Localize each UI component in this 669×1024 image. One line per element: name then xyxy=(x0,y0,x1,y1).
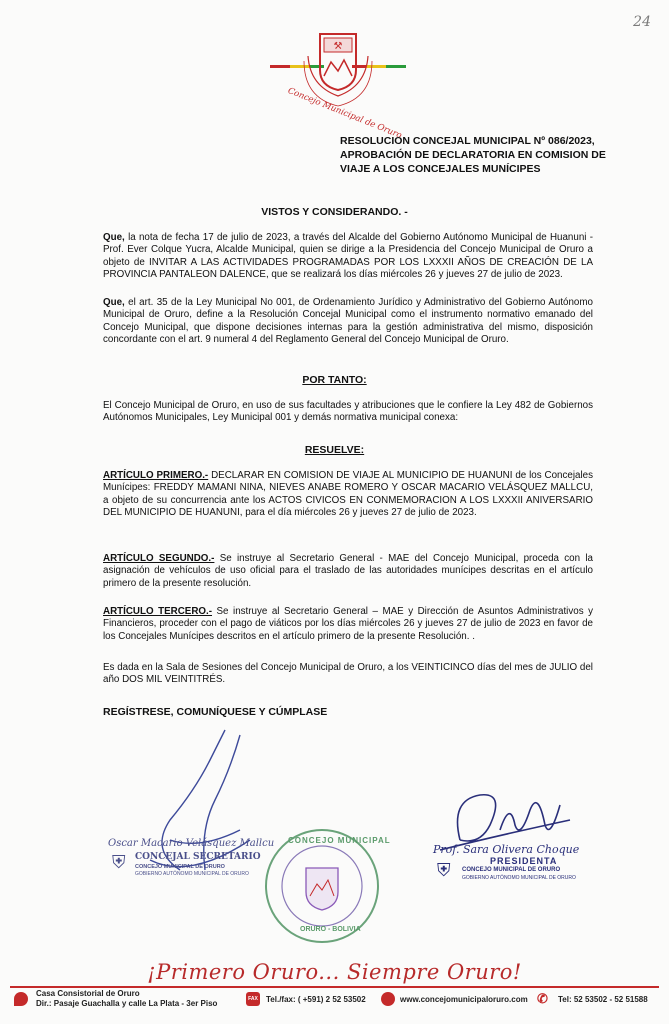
article-segundo xyxy=(103,553,593,590)
slogan: ¡Primero Oruro... Siempre Oruro! xyxy=(147,960,522,984)
signer-left-org: CONCEJO MUNICIPAL DE ORURO xyxy=(135,864,225,870)
footer-website[interactable]: www.concejomunicipaloruro.com xyxy=(400,995,528,1004)
signer-right-org2: GOBIERNO AUTÓNOMO MUNICIPAL DE ORURO xyxy=(462,875,576,881)
heading-vistos: VISTOS Y CONSIDERANDO. - xyxy=(261,206,408,218)
article-text: DECLARAR EN COMISION DE VIAJE AL MUNICIPIO DE HUANUNI de los Concejales Munícipes: FREDDY MAMANI NINA, NIEVES ANABE ROMERO Y OSCAR MACARIO VELÁSQUEZ MALLCU, a objeto de su concurrencia ante los ACTOS CIVICOS EN CONMEMORACION A LOS LXXXII ANIVERSARIO DEL MUNICIPIO DE HUANUNI, para el día miércoles 26 y jueves 27 de julio de 2023. xyxy=(103,470,593,518)
paragraph-concejo: El Concejo Municipal de Oruro, en uso de sus facultades y atribuciones que le confiere la Ley 482 de Gobiernos Autónomos Municipales, Ley Municipal 001 y demás normativa municipal conexa: xyxy=(103,400,593,424)
location-icon xyxy=(14,992,28,1006)
signer-left-role: CONCEJAL SECRETARIO xyxy=(135,852,261,862)
heading-resuelve xyxy=(0,444,669,456)
signer-right-org: CONCEJO MUNICIPAL DE ORURO xyxy=(462,867,561,873)
paragraph-lead: Que, xyxy=(103,232,125,243)
title-line: APROBACIÓN DE DECLARATORIA EN COMISION DE xyxy=(340,149,606,161)
paragraph-dada: Es dada en la Sala de Sesiones del Concejo Municipal de Oruro, a los VEINTICINCO días del mes de JULIO del año DOS MIL VEINTITRÉS. xyxy=(103,662,593,686)
signer-right-name: Prof. Sara Olivera Choque xyxy=(433,843,580,856)
fax-icon: FAX xyxy=(246,992,260,1006)
footer-address-line2: Dir.: Pasaje Guachalla y calle La Plata - 3er Piso xyxy=(36,999,218,1008)
logo-text: Concejo Municipal de Oruro xyxy=(286,86,404,141)
article-text: Se instruye al Secretario General – MAE y Dirección de Asuntos Administrativos y Financieros, proceder con el pago de viáticos por los días miércoles 26 y jueves 27 de julio de 2023 en favor de los Concejales Munícipes descritos en el artículo primero de la presente Resolución. . xyxy=(103,606,594,642)
signer-right-role: PRESIDENTA xyxy=(490,856,558,866)
paragraph-que-2 xyxy=(103,297,593,346)
footer-phone-fax: Tel./fax: ( +591) 2 52 53502 xyxy=(266,995,366,1004)
signer-left-name: Oscar Macario Velásquez Mallcu xyxy=(108,838,275,849)
footer xyxy=(0,986,669,1024)
page-number: 24 xyxy=(633,14,651,30)
title-line: VIAJE A LOS CONCEJALES MUNÍCIPES xyxy=(340,163,541,175)
seal-mini-icon: ⛨ xyxy=(437,860,451,880)
paragraph-text: la nota de fecha 17 de julio de 2023, a través del Alcalde del Gobierno Autónomo Municipal de Huanuni - Prof. Ever Colque Yucra, Alcalde Municipal, quien se dirige a la Presidencia del Concejo Municipal de Oruro a objeto de INVITAR A LAS ACTIVIDADES PROGRAMADAS POR LOS LXXXII AÑOS DE CREACIÓN DE LA PROVINCIA PANTALEON DALENCE, que se realizará los días miércoles 26 y jueves 27 de julio de 2023. xyxy=(103,232,593,280)
stamp-text-top: CONCEJO MUNICIPAL xyxy=(288,836,391,845)
article-text: Se instruye al Secretario General - MAE del Concejo Municipal, proceda con la asignación de vehículos de uso oficial para el traslado de las autoridades munícipes descritas en el artículo primero de la presente resolución. xyxy=(103,553,593,589)
resolution-title xyxy=(340,134,640,176)
article-lead: ARTÍCULO TERCERO.- xyxy=(103,606,213,617)
closing-statement: REGÍSTRESE, COMUNÍQUESE Y CÚMPLASE xyxy=(103,706,328,718)
globe-icon xyxy=(381,992,395,1006)
article-tercero xyxy=(103,606,593,643)
stamp-text-bottom: ORURO - BOLIVIA xyxy=(300,926,361,933)
footer-divider xyxy=(10,986,659,988)
paragraph-que-1 xyxy=(103,232,593,281)
phone-icon: ✆ xyxy=(537,991,548,1006)
article-primero xyxy=(103,470,593,519)
article-lead: ARTÍCULO SEGUNDO.- xyxy=(103,553,215,564)
article-lead: ARTÍCULO PRIMERO.- xyxy=(103,470,209,481)
heading-por-tanto xyxy=(0,374,669,386)
title-line: RESOLUCION CONCEJAL MUNICIPAL Nº 086/2023, xyxy=(340,135,595,147)
heading-text: POR TANTO: xyxy=(302,374,367,386)
paragraph-lead: Que, xyxy=(103,297,125,308)
seal-mini-icon: ⛨ xyxy=(112,852,126,872)
heading-text: RESUELVE: xyxy=(304,444,365,456)
footer-address-line1: Casa Consistorial de Oruro xyxy=(36,989,140,998)
svg-text:⚒: ⚒ xyxy=(333,41,343,52)
footer-tel: Tel: 52 53502 - 52 51588 xyxy=(558,995,648,1004)
paragraph-text: el art. 35 de la Ley Municipal No 001, de Ordenamiento Jurídico y Administrativo del Gobierno Autónomo Municipal de Oruro, define a la Resolución Concejal Municipal como el instrumento normativo emanado del Concejo Municipal, que dispone decisiones internas para la gestión administrativa del mismo, disposición concordante con el art. 9 numeral 4 del Reglamento General del Concejo Municipal de Oruro. xyxy=(103,297,593,345)
signer-left-org2: GOBIERNO AUTÓNOMO MUNICIPAL DE ORURO xyxy=(135,871,249,877)
